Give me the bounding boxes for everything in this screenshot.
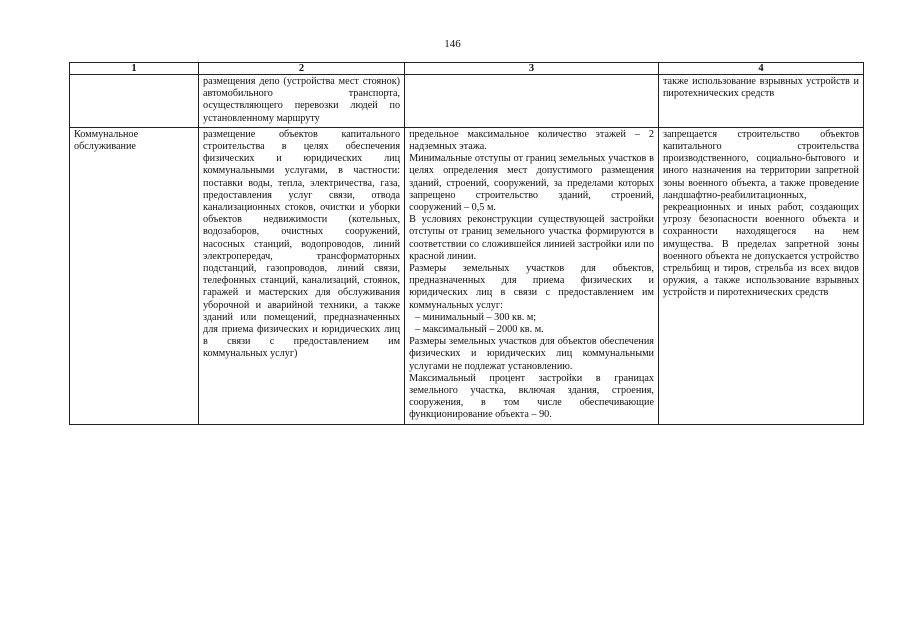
max-floors-text: предельное максимальное количество этажей – 2 надземных этажа. xyxy=(409,128,654,153)
restrictions-text: запрещается строительство объектов капитального строительства производственного, социально-бытового и иного назначения на территории запретной зоны военного объекта, а также проведение ландшафтно-реабилитационных, рекреационных и иных работ, создающих угрозу безопасности военного объекта и сохранности находящегося на нем имущества. В пределах запретной зоны военного объекта не допускается устройство стрельбищ и тиров, стрельба из всех видов оружия, а также использование взрывных устройств и пиротехнических средств xyxy=(662,128,859,299)
table-row xyxy=(70,127,864,424)
cell-row1-col1 xyxy=(70,75,199,128)
regulations-table xyxy=(69,62,864,425)
cell-row1-col3 xyxy=(405,75,659,128)
page-number: 146 xyxy=(444,38,461,50)
column-header-3: 3 xyxy=(405,63,659,75)
use-type-name: Коммунальное обслуживание xyxy=(74,128,139,153)
list-item: – максимальный – 2000 кв. м. xyxy=(415,324,544,336)
depot-continuation-text: размещения депо (устройства мест стоянок) автомобильного транспорта, осуществляющего перевозки людей по установленному маршруту xyxy=(203,76,401,124)
cell-row2-col3 xyxy=(405,127,659,424)
list-item: – минимальный – 300 кв. м; xyxy=(415,311,537,323)
cell-row2-col1 xyxy=(70,127,199,424)
cell-row2-col4 xyxy=(658,127,863,424)
cell-row1-col2 xyxy=(199,75,405,128)
cell-row1-col4 xyxy=(658,75,863,128)
plot-size-not-set-text: Размеры земельных участков для объектов обеспечения физических и юридических лиц коммунальными услугами не подлежат установлению. xyxy=(409,336,654,372)
column-header-2: 2 xyxy=(199,63,405,75)
restriction-continuation-text: также использование взрывных устройств и пиротехнических средств xyxy=(662,76,859,100)
reconstruction-text: В условиях реконструкции существующей застройки отступы от границ земельного участка формируются в соответствии со сложившейся линией застройки или по красной линии. xyxy=(409,214,654,262)
table-row xyxy=(70,75,864,128)
plot-size-intro-text: Размеры земельных участков для объектов, предназначенных для приема физических и юридических лиц в связи с предоставлением им коммунальных услуг: xyxy=(409,263,654,311)
use-description: размещение объектов капитального строительства в целях обеспечения физических и юридических лиц коммунальными услугами, в частности: поставки воды, тепла, электричества, газа, предоставления услуг связи, отвода канализационных стоков, очистки и уборки объектов недвижимости (котельных, водозаборов, очистных сооружений, насосных станций, водопроводов, линий электропередач, трансформаторных подстанций, газопроводов, линий связи, телефонных станций, канализаций, стоянок, гаражей и мастерских для обслуживания уборочной и аварийной техники, а также зданий или помещений, предназначенных для приема физических и юридических лиц в связи с предоставлением им коммунальных услуг) xyxy=(203,128,401,360)
max-coverage-text: Максимальный процент застройки в границах земельного участка, включая здания, строения, сооружения, в том числе обеспечивающие функционирование объекта – 90. xyxy=(409,372,654,421)
plot-size-list xyxy=(409,312,654,336)
table-header-row xyxy=(70,63,864,75)
column-header-1: 1 xyxy=(70,63,199,75)
cell-row2-col2 xyxy=(199,127,405,424)
min-setback-text: Минимальные отступы от границ земельных участков в целях определения мест допустимого размещения зданий, строений, сооружений, за пределами которых запрещено строительство зданий, строений, сооружений – 0,5 м. xyxy=(409,153,654,214)
column-header-4: 4 xyxy=(658,63,863,75)
